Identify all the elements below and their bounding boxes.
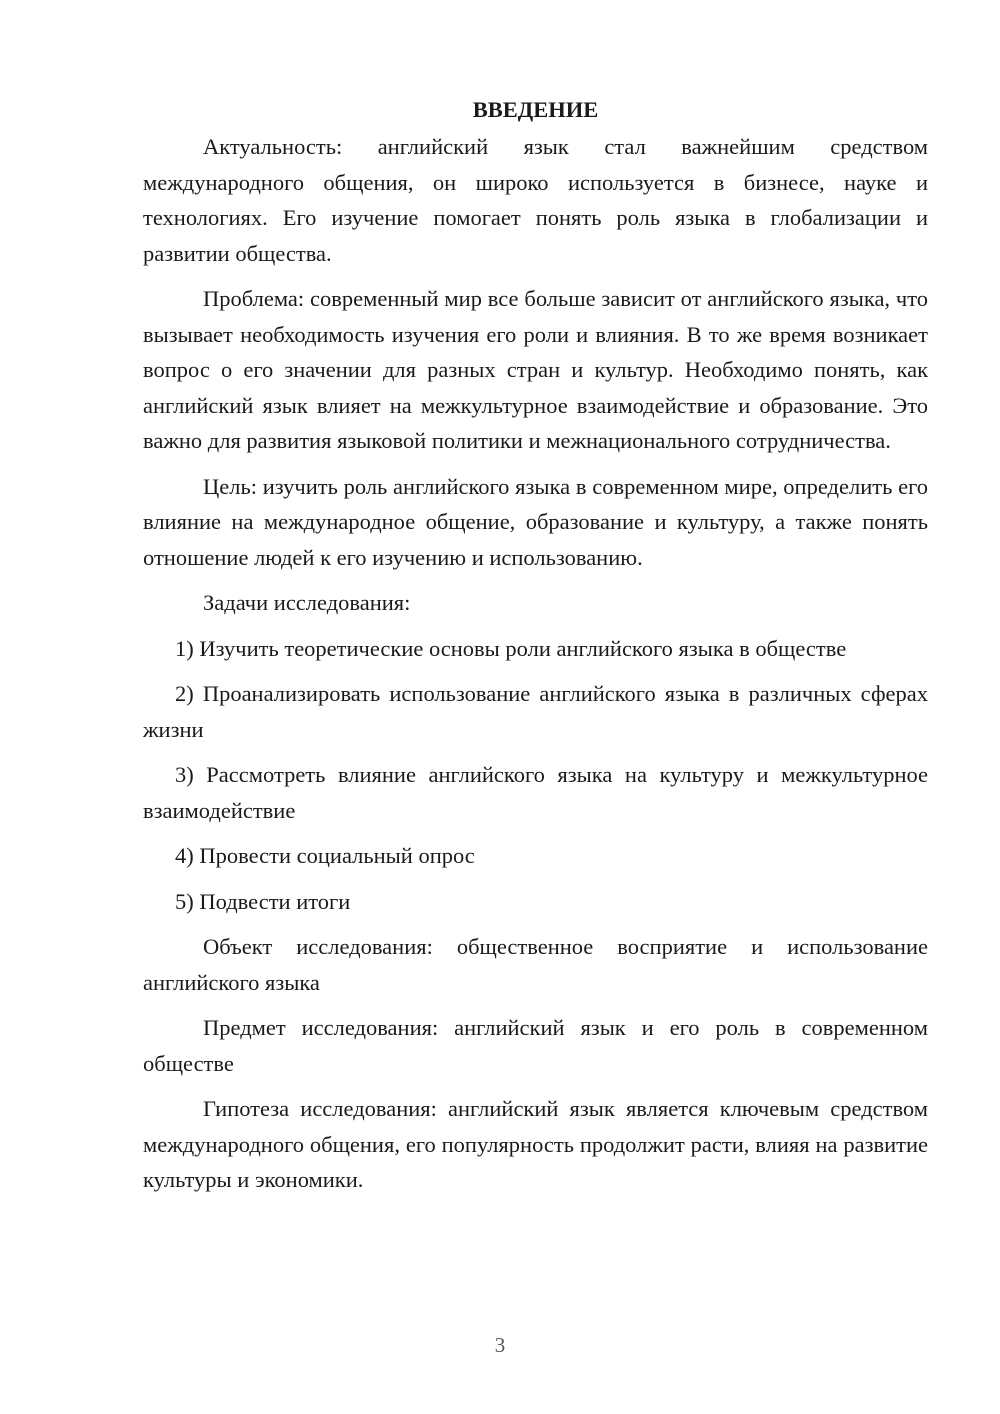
relevance-paragraph: Актуальность: английский язык стал важнейшим средством международного общения, он широко используется в бизнесе, науке и технологиях. Его изучение помогает понять роль языка в глобализации и развитии общества. [143,134,928,266]
problem-paragraph: Проблема: современный мир все больше зависит от английского языка, что вызывает необходимость изучения его роли и влияния. В то же время возникает вопрос о его значении для разных стран и культур. Необходимо понять, как английский язык влияет на межкультурное взаимодействие и образование. Это важно для развития языковой политики и межнационального сотрудничества. [143,286,928,453]
task-item: 3) Рассмотреть влияние английского языка на культуру и межкультурное взаимодействие [143,762,928,823]
object-paragraph: Объект исследования: общественное восприятие и использование английского языка [143,934,928,995]
hypothesis-paragraph: Гипотеза исследования: английский язык является ключевым средством международного общения, его популярность продолжит расти, влияя на развитие культуры и экономики. [143,1096,928,1192]
task-item: 4) Провести социальный опрос [175,843,475,868]
goal-paragraph: Цель: изучить роль английского языка в современном мире, определить его влияние на международное общение, образование и культуру, а также понять отношение людей к его изучению и использованию. [143,473,928,570]
task-item: 5) Подвести итоги [175,888,351,914]
page-number: 3 [494,1333,506,1357]
document-page [143,92,928,1208]
subject-paragraph: Предмет исследования: английский язык и его роль в современном обществе [143,1015,928,1076]
task-item: 2) Проанализировать использование английского языка в различных сферах жизни [143,681,928,742]
section-title: ВВЕДЕНИЕ [472,97,599,122]
tasks-heading: Задачи исследования: [203,590,411,615]
task-item: 1) Изучить теоретические основы роли английского языка в обществе [175,635,847,661]
